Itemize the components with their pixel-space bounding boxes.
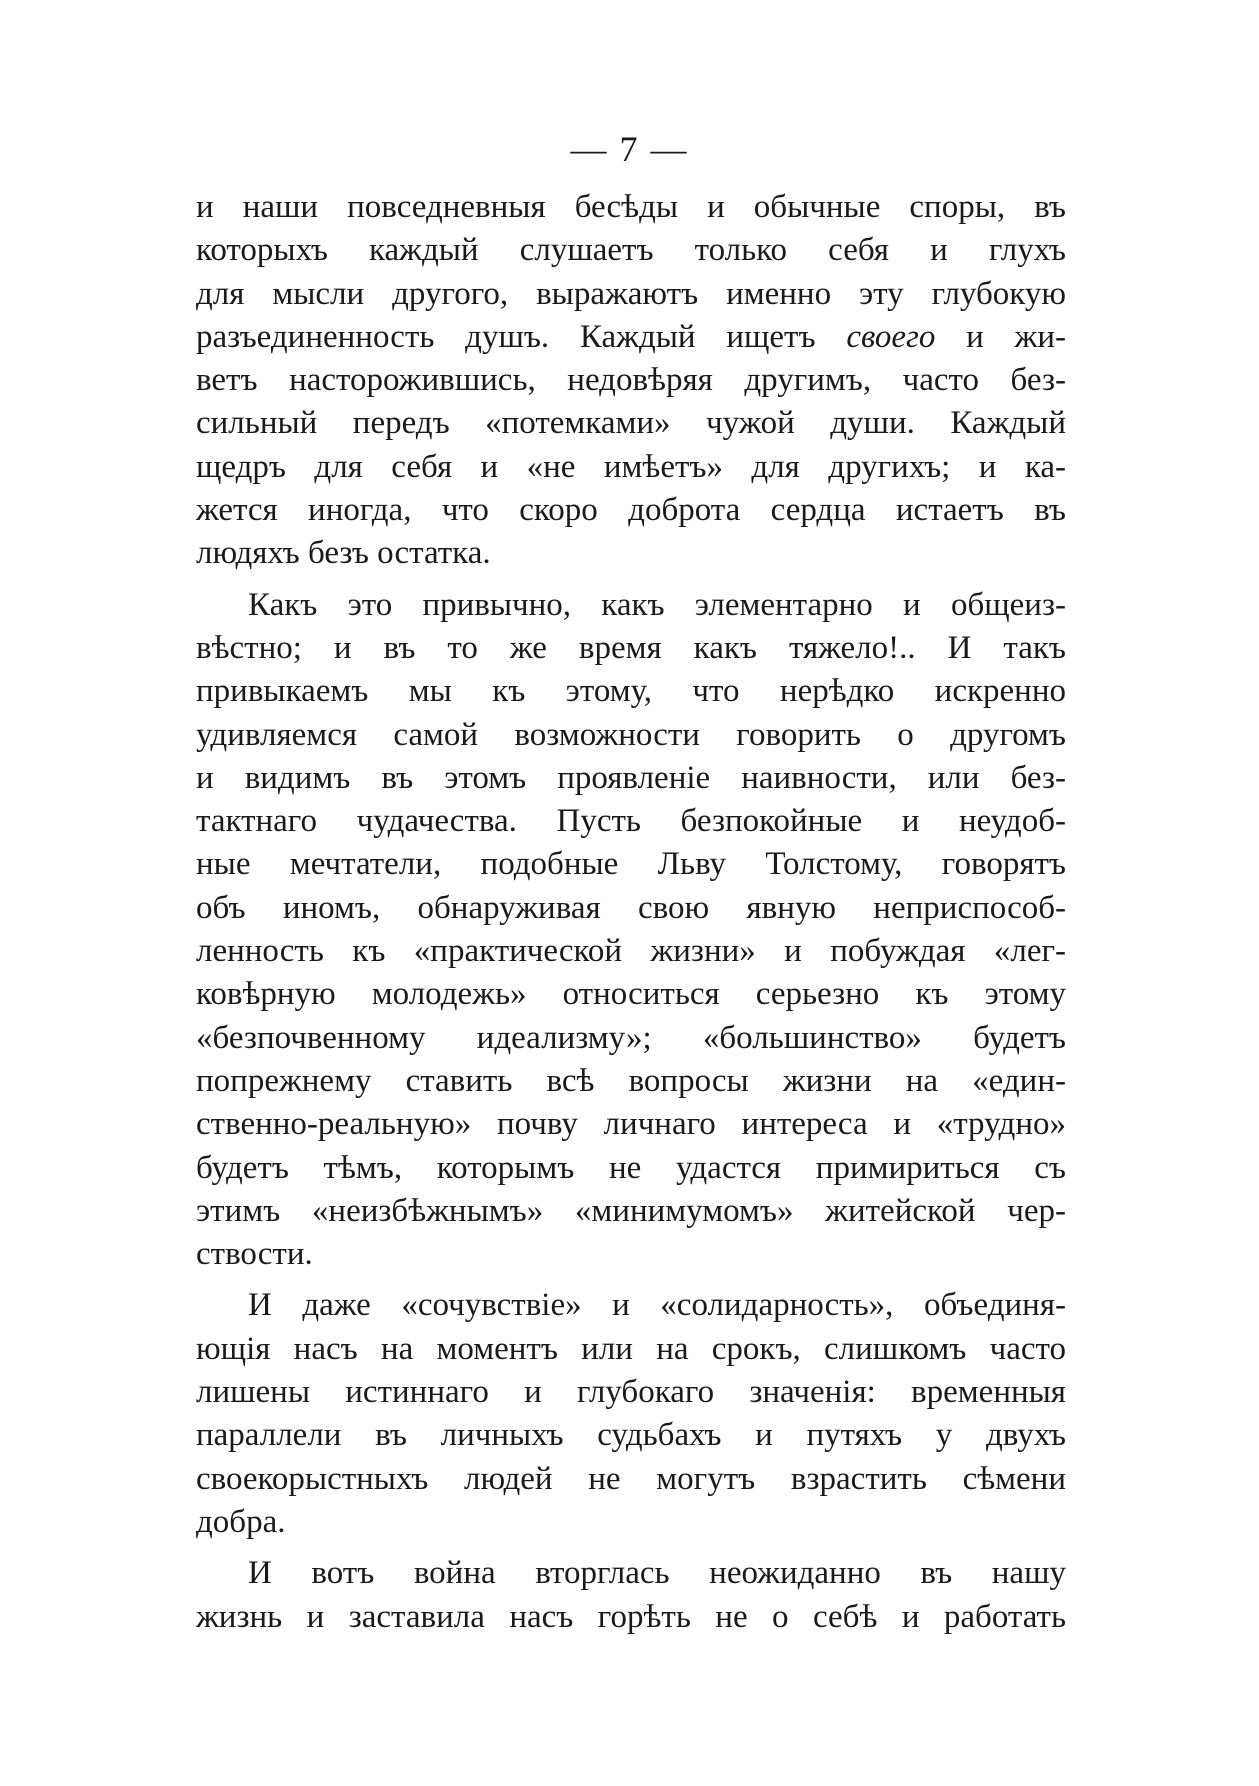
text-line: лишены истиннаго и глубокаго значенія: временныя xyxy=(196,1374,1066,1411)
text-body xyxy=(196,186,1066,1639)
text-line: для мысли другого, выражаютъ именно эту глубокую xyxy=(196,275,1066,312)
italic-word: своего xyxy=(846,318,936,355)
text-line: вѣстно; и въ то же время какъ тяжело!.. И такъ xyxy=(196,629,1066,666)
page-number: — 7 — xyxy=(570,129,689,169)
paragraph-4 xyxy=(196,1552,1066,1639)
text-line: попрежнему ставить всѣ вопросы жизни на «един- xyxy=(196,1062,1066,1099)
text-line: и наши повседневныя бесѣды и обычные споры, въ xyxy=(196,189,1066,225)
text-line: щедръ для себя и «не имѣетъ» для другихъ; и ка- xyxy=(196,448,1066,485)
text-line: ленность къ «практической жизни» и побуждая «лег- xyxy=(196,933,1066,970)
text-line: параллели въ личныхъ судьбахъ и путяхъ у двухъ xyxy=(196,1417,1066,1454)
text-line: Какъ это привычно, какъ элементарно и общеиз- xyxy=(248,586,1066,623)
text-line: людяхъ безъ остатка. xyxy=(196,535,491,572)
text-line-with-italic xyxy=(196,316,1066,359)
text-segment: и жи- xyxy=(935,318,1066,355)
text-line: жется иногда, что скоро доброта сердца истаетъ въ xyxy=(196,492,1066,529)
text-line: И даже «сочувствіе» и «солидарность», объединя- xyxy=(248,1287,1066,1324)
text-segment: разъединенность душъ. Каждый ищетъ xyxy=(196,318,816,355)
paragraph-3 xyxy=(196,1284,1066,1544)
text-line: ные мечтатели, подобные Льву Толстому, говорятъ xyxy=(196,846,1066,883)
text-line: ствости. xyxy=(196,1236,313,1273)
text-line: и видимъ въ этомъ проявленіе наивности, или без- xyxy=(196,759,1066,796)
text-line: тактнаго чудачества. Пусть безпокойные и неудоб- xyxy=(196,803,1066,840)
paragraph-1 xyxy=(196,186,1066,576)
text-line: объ иномъ, обнаруживая свою явную неприспособ- xyxy=(196,889,1066,926)
text-line: добра. xyxy=(196,1503,286,1540)
text-line: этимъ «неизбѣжнымъ» «минимумомъ» житейской чер- xyxy=(196,1192,1066,1229)
text-line: которыхъ каждый слушаетъ только себя и глухъ xyxy=(196,232,1066,269)
text-line: своекорыстныхъ людей не могутъ взрастить сѣмени xyxy=(196,1460,1066,1497)
text-line: жизнь и заставила насъ горѣть не о себѣ и работать xyxy=(196,1598,1066,1635)
paragraph-2 xyxy=(196,584,1066,1277)
text-line: привыкаемъ мы къ этому, что нерѣдко искренно xyxy=(196,673,1066,710)
text-line: ственно-реальную» почву личнаго интереса и «трудно» xyxy=(196,1106,1066,1143)
text-line: «безпочвенному идеализму»; «большинство» будетъ xyxy=(196,1019,1066,1056)
text-line: ветъ насторожившись, недовѣряя другимъ, часто без- xyxy=(196,362,1066,399)
text-line: ющія насъ на моментъ или на срокъ, слишкомъ часто xyxy=(196,1330,1066,1367)
text-line: И вотъ война вторглась неожиданно въ нашу xyxy=(248,1555,1066,1592)
text-line: будетъ тѣмъ, которымъ не удастся примириться съ xyxy=(196,1149,1066,1186)
text-line: удивляемся самой возможности говорить о другомъ xyxy=(196,716,1066,753)
text-line: сильный передъ «потемками» чужой души. Каждый xyxy=(196,405,1066,442)
text-line: ковѣрную молодежь» относиться серьезно къ этому xyxy=(196,976,1066,1013)
